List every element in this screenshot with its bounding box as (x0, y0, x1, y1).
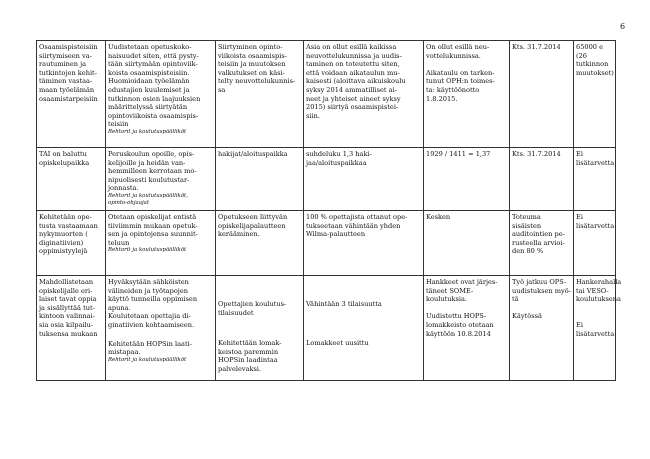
reference-cell (510, 41, 574, 148)
target-cell (304, 148, 424, 211)
table-row (37, 148, 616, 211)
cell-text: Uudistetaan opetuskoko- naisuudet siten, että pysty- tään siirtymään opintoviik- koista osaamispisteisiin. Huomioidaan työelämän edustajien kuulemiset ja tutkinnon osien laajuuksien määrittelyssä siirtyätän opintoviikoista osaamispis- teisiin (108, 43, 201, 129)
resource-cell (574, 276, 622, 381)
spacer (218, 278, 301, 300)
status-cell (424, 148, 510, 211)
cell-text: Toteuma sisäisten auditointien pe- rusteella arvioi- den 80 % (512, 213, 565, 256)
action-cell (106, 148, 216, 211)
resource-cell (574, 148, 616, 211)
cell-text: hakijat/aloituspaikka (218, 150, 288, 158)
cell-text: Kts. 31.7.2014 (512, 150, 561, 158)
responsible-note: Rehtorit ja koulutuspäälliköt, opinto-ohjaajat (108, 192, 188, 206)
cell-text: Hankerahalla tai VESO- koulutuksena Ei lisätarvetta (576, 278, 622, 338)
reference-cell (510, 148, 574, 211)
spacer (218, 317, 301, 339)
cell-text: Kehitetään ope- tusta vastaamaan nykymuorten ( diginatiivien) oppimistyylejä (39, 213, 98, 256)
status-cell (424, 41, 510, 148)
responsible-note: Rehtorit ja koulutuspäälliköt (108, 128, 187, 135)
table-row (37, 276, 616, 381)
action-cell (106, 41, 216, 148)
goal-cell (37, 41, 106, 148)
target-cell (304, 276, 424, 381)
table-row (37, 211, 616, 276)
action-cell (106, 211, 216, 276)
cell-text: Hankkeet ovat järjes- täneet SOME- koulutuksia. Uudistettu HOPS- lomakkeisto otetaan käyttöön 10.8.2014 (426, 278, 498, 338)
goal-cell (37, 148, 106, 211)
resource-cell (574, 211, 616, 276)
target-cell (304, 211, 424, 276)
reference-cell (510, 211, 574, 276)
goal-cell (37, 211, 106, 276)
table-row (37, 41, 616, 148)
cell-text: Otetaan opiskelijat entistä tiiviimmin mukaan opetuk- sen ja opintojensa suunnit- teluun (108, 213, 198, 247)
page-number: 6 (620, 22, 626, 31)
cell-text: TAI on baluttu opiskelupaikka (39, 150, 90, 167)
spacer (108, 330, 213, 340)
cell-text: Työ jatkuu OPS- uudistuksen myö- tä Käytössä (512, 278, 571, 321)
cell-text: Lomakkeet uusittu (306, 338, 369, 347)
indicator-cell (216, 211, 304, 276)
cell-text: Kehitetään HOPSin laati- mistapaa. (108, 339, 192, 357)
cell-text: Kts. 31.7.2014 (512, 43, 561, 51)
cell-text: Ei lisätarvetta (576, 150, 615, 167)
responsible-note: Rehtorit ja koulutuspäälliköt (108, 247, 187, 254)
cell-text: Vähintään 3 tilaisuutta (306, 300, 382, 308)
indicator-cell (216, 41, 304, 148)
cell-text: 65000 e (26 tutkinnon muutokset) (576, 43, 614, 77)
reference-cell (510, 276, 574, 381)
status-cell (424, 276, 510, 381)
indicator-cell (216, 276, 304, 381)
cell-text: Asia on ollut esillä kaikissa neuvottelukunnissa ja uudis- taminen on toteutettu siten, että voidaan aikataulun mu- kaisesti (aloittava aikuiskoulu syksy 2014 ammatilliset ai- neet ja yhteiset aineet syksy 2015) siirtyä osaamispistei- siin. (306, 43, 406, 120)
goal-cell (37, 276, 106, 381)
spacer (306, 278, 421, 300)
cell-text: On ollut esillä neu- vottelukunnissa. Aikataulu on tarken- tunut OPH:n toimes- ta: käyttöönotto 1.8.2015. (426, 43, 495, 103)
cell-text: 100 % opettajista ottanut ope- tukseetaan vähintään yhden Wilma-palautteen (306, 213, 408, 239)
target-cell (304, 41, 424, 148)
cell-text: 1929 / 1411 = 1,37 (426, 150, 491, 158)
responsible-note: Rehtorit ja koulutuspäälliköt (108, 356, 187, 363)
action-cell (106, 276, 216, 381)
cell-text: Kesken (426, 213, 451, 221)
cell-text: Peruskoulun opoille, opis- kelijoille ja heidän van- hemmilleen kerrotaan mo- nipuolisesti koulutustar- jonnasta. (108, 150, 197, 193)
cell-text: Siirtyminen opinto- viikoista osaamispis- teisiin ja muutoksen valkutukset on käsi- telty neuvottelukunnis- sa (218, 43, 296, 94)
development-plan-table (36, 40, 622, 381)
indicator-cell (216, 148, 304, 211)
cell-text: Osaamispisteisiin siirtymiseen va- rautuminen ja tutkintojen kehit- täminen vastaa- maan työelämän osaamistarpeisiin (39, 43, 98, 103)
cell-text: Opettajien koulutus- tilaisuudet (218, 300, 287, 317)
cell-text: Mahdollistetaan opiskelijalle eri- laiset tavat oppia ja sisällyttää tut- kintoon valinnai- sia osia kilpailu- tuksensa mukaan (39, 278, 98, 338)
status-cell (424, 211, 510, 276)
resource-cell (574, 41, 616, 148)
cell-text: Hyväksytään sähköisten välineiden ja työtapojen käyttö tunneilla oppimisen apuna. Koulutetaan opettajia di- ginatiivien kohtaamiseen. (108, 278, 198, 329)
cell-text: suhdeluku 1,3 haki- jaa/aloituspaikkaa (306, 150, 372, 167)
cell-text: Kehitettään lomak- keistoa paremmin HOPSin laadintaa palvelevaksi. (218, 339, 282, 373)
cell-text: Ei lisätarvetta (576, 213, 615, 230)
cell-text: Opetukseen liittyvän opiskelijapalautteen kerääminen. (218, 213, 288, 239)
spacer (306, 309, 421, 339)
